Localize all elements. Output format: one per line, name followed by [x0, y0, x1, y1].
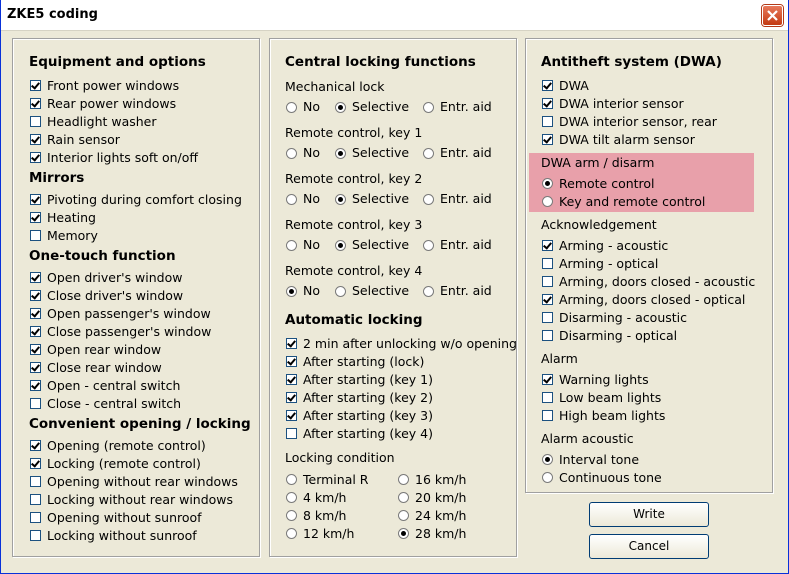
autolock-option-checkbox[interactable]: [286, 374, 297, 385]
ack-option-label: Arming - acoustic: [559, 238, 669, 253]
lockcond-radio[interactable]: [398, 474, 409, 485]
central-radio[interactable]: [286, 148, 297, 159]
central-radio-label: No: [303, 237, 320, 252]
central-radio[interactable]: [335, 194, 346, 205]
ack-option-label: Disarming - optical: [559, 328, 678, 343]
central-radio[interactable]: [286, 240, 297, 251]
onetouch-option-label: Close passenger's window: [47, 324, 212, 339]
autolock-option-checkbox[interactable]: [286, 410, 297, 421]
central-radio-label: Selective: [352, 99, 410, 114]
onetouch-option-checkbox[interactable]: [30, 380, 41, 391]
onetouch-option-checkbox[interactable]: [30, 344, 41, 355]
central-radio[interactable]: [423, 240, 434, 251]
autolock-option-checkbox[interactable]: [286, 356, 297, 367]
onetouch-option-label: Close rear window: [47, 360, 162, 375]
central-radio[interactable]: [423, 194, 434, 205]
mirrors-option-checkbox[interactable]: [30, 194, 41, 205]
alarmacoustic-radio[interactable]: [542, 472, 553, 483]
ack-option-checkbox[interactable]: [542, 258, 553, 269]
arm-radio[interactable]: [542, 196, 553, 207]
dwa-option-label: DWA tilt alarm sensor: [559, 132, 695, 147]
lockcond-radio[interactable]: [398, 528, 409, 539]
dwa-option-checkbox[interactable]: [542, 134, 553, 145]
mirrors-option-checkbox[interactable]: [30, 230, 41, 241]
mirrors-option-label: Heating: [47, 210, 96, 225]
mirrors-option-checkbox[interactable]: [30, 212, 41, 223]
mirrors-option-label: Pivoting during comfort closing: [47, 192, 242, 207]
ack-option-checkbox[interactable]: [542, 312, 553, 323]
cancel-button[interactable]: Cancel: [589, 534, 709, 559]
lockcond-option-label: 12 km/h: [303, 526, 355, 541]
central-radio-label: Selective: [352, 191, 410, 206]
central-radio[interactable]: [335, 240, 346, 251]
autolock-option-label: 2 min after unlocking w/o opening: [303, 336, 517, 351]
arm-label: DWA arm / disarm: [541, 155, 655, 170]
write-button[interactable]: Write: [589, 502, 709, 527]
dwa-option-checkbox[interactable]: [542, 80, 553, 91]
central-radio[interactable]: [423, 148, 434, 159]
alarm-option-checkbox[interactable]: [542, 410, 553, 421]
onetouch-option-checkbox[interactable]: [30, 290, 41, 301]
autolock-option-checkbox[interactable]: [286, 392, 297, 403]
equipment-header: Equipment and options: [29, 54, 206, 70]
convenient-option-label: Locking (remote control): [47, 456, 201, 471]
onetouch-header: One-touch function: [29, 248, 176, 264]
autolock-option-checkbox[interactable]: [286, 338, 297, 349]
onetouch-option-label: Open - central switch: [47, 378, 181, 393]
onetouch-option-label: Close - central switch: [47, 396, 182, 411]
close-button[interactable]: [762, 5, 783, 26]
lockcond-option-label: 28 km/h: [415, 526, 467, 541]
dwa-option-checkbox[interactable]: [542, 116, 553, 127]
autolock-header: Automatic locking: [285, 312, 423, 328]
equipment-option-label: Headlight washer: [47, 114, 157, 129]
central-radio-label: No: [303, 191, 320, 206]
title-bar: [1, 0, 788, 31]
onetouch-option-checkbox[interactable]: [30, 308, 41, 319]
dwa-option-label: DWA interior sensor: [559, 96, 684, 111]
autolock-option-label: After starting (key 4): [303, 426, 433, 441]
central-radio-label: No: [303, 283, 320, 298]
convenient-header: Convenient opening / locking: [29, 416, 251, 432]
ack-option-label: Disarming - acoustic: [559, 310, 688, 325]
lockcond-option-label: 20 km/h: [415, 490, 467, 505]
convenient-option-checkbox[interactable]: [30, 512, 41, 523]
arm-option-label: Remote control: [559, 176, 655, 191]
equipment-option-checkbox[interactable]: [30, 152, 41, 163]
convenient-option-label: Opening without rear windows: [47, 474, 238, 489]
lockcond-radio[interactable]: [286, 492, 297, 503]
alarmacoustic-option-label: Interval tone: [559, 452, 640, 467]
central-radio-label: Entr. aid: [440, 191, 492, 206]
onetouch-option-checkbox[interactable]: [30, 272, 41, 283]
central-radio[interactable]: [335, 286, 346, 297]
central-radio[interactable]: [335, 148, 346, 159]
onetouch-option-label: Open passenger's window: [47, 306, 211, 321]
dwa-header: Antitheft system (DWA): [541, 54, 722, 70]
alarm-option-label: Warning lights: [559, 372, 649, 387]
lockcond-option-label: 16 km/h: [415, 472, 467, 487]
mirrors-option-label: Memory: [47, 228, 98, 243]
lockcond-option-label: 8 km/h: [303, 508, 347, 523]
alarm-label: Alarm: [541, 351, 578, 366]
onetouch-option-label: Close driver's window: [47, 288, 184, 303]
central-radio-label: Entr. aid: [440, 145, 492, 160]
onetouch-option-label: Open rear window: [47, 342, 162, 357]
convenient-option-label: Locking without rear windows: [47, 492, 234, 507]
convenient-option-checkbox[interactable]: [30, 476, 41, 487]
central-radio-label: No: [303, 145, 320, 160]
convenient-option-checkbox[interactable]: [30, 530, 41, 541]
equipment-option-checkbox[interactable]: [30, 134, 41, 145]
central-radio-label: Entr. aid: [440, 283, 492, 298]
equipment-option-label: Rain sensor: [47, 132, 120, 147]
lockcond-radio[interactable]: [286, 528, 297, 539]
central-radio-label: Entr. aid: [440, 237, 492, 252]
arm-option-label: Key and remote control: [559, 194, 706, 209]
ack-label: Acknowledgement: [541, 217, 657, 232]
equipment-option-checkbox[interactable]: [30, 116, 41, 127]
central-radio-label: Entr. aid: [440, 99, 492, 114]
ack-option-checkbox[interactable]: [542, 294, 553, 305]
central-radio[interactable]: [423, 286, 434, 297]
central-header: Central locking functions: [285, 54, 476, 70]
lockcond-label: Locking condition: [285, 450, 395, 465]
ack-option-label: Arming, doors closed - acoustic: [559, 274, 756, 289]
mirrors-header: Mirrors: [29, 170, 85, 186]
central-group-label: Remote control, key 3: [285, 217, 423, 232]
autolock-option-label: After starting (lock): [303, 354, 425, 369]
central-radio[interactable]: [423, 102, 434, 113]
lockcond-radio[interactable]: [398, 510, 409, 521]
close-icon: [767, 10, 778, 21]
dwa-option-label: DWA interior sensor, rear: [559, 114, 717, 129]
equipment-option-checkbox[interactable]: [30, 80, 41, 91]
autolock-option-label: After starting (key 2): [303, 390, 433, 405]
convenient-option-checkbox[interactable]: [30, 440, 41, 451]
convenient-option-label: Locking without sunroof: [47, 528, 197, 543]
central-radio-label: Selective: [352, 237, 410, 252]
ack-option-checkbox[interactable]: [542, 276, 553, 287]
alarmacoustic-radio[interactable]: [542, 454, 553, 465]
central-radio-label: No: [303, 99, 320, 114]
convenient-option-label: Opening (remote control): [47, 438, 206, 453]
lockcond-option-label: 4 km/h: [303, 490, 347, 505]
dwa-option-checkbox[interactable]: [542, 98, 553, 109]
ack-option-checkbox[interactable]: [542, 330, 553, 341]
equipment-option-label: Front power windows: [47, 78, 180, 93]
window-title: ZKE5 coding: [7, 7, 98, 22]
onetouch-option-checkbox[interactable]: [30, 398, 41, 409]
onetouch-option-checkbox[interactable]: [30, 362, 41, 373]
arm-radio[interactable]: [542, 178, 553, 189]
convenient-option-checkbox[interactable]: [30, 458, 41, 469]
alarmacoustic-option-label: Continuous tone: [559, 470, 662, 485]
lockcond-option-label: 24 km/h: [415, 508, 467, 523]
central-radio-label: Selective: [352, 283, 410, 298]
central-group-label: Mechanical lock: [285, 79, 385, 94]
ack-option-label: Arming - optical: [559, 256, 659, 271]
onetouch-option-label: Open driver's window: [47, 270, 183, 285]
alarmacoustic-label: Alarm acoustic: [541, 431, 634, 446]
central-radio[interactable]: [286, 286, 297, 297]
central-group-label: Remote control, key 4: [285, 263, 423, 278]
alarm-option-checkbox[interactable]: [542, 374, 553, 385]
lockcond-radio[interactable]: [286, 474, 297, 485]
ack-option-checkbox[interactable]: [542, 240, 553, 251]
autolock-option-label: After starting (key 1): [303, 372, 433, 387]
alarm-option-label: Low beam lights: [559, 390, 662, 405]
lockcond-radio[interactable]: [286, 510, 297, 521]
dwa-option-label: DWA: [559, 78, 589, 93]
central-group-label: Remote control, key 1: [285, 125, 423, 140]
central-radio[interactable]: [286, 194, 297, 205]
autolock-option-checkbox[interactable]: [286, 428, 297, 439]
onetouch-option-checkbox[interactable]: [30, 326, 41, 337]
convenient-option-checkbox[interactable]: [30, 494, 41, 505]
alarm-option-label: High beam lights: [559, 408, 666, 423]
equipment-option-label: Rear power windows: [47, 96, 177, 111]
lockcond-radio[interactable]: [398, 492, 409, 503]
central-radio-label: Selective: [352, 145, 410, 160]
convenient-option-label: Opening without sunroof: [47, 510, 202, 525]
autolock-option-label: After starting (key 3): [303, 408, 433, 423]
equipment-option-label: Interior lights soft on/off: [47, 150, 199, 165]
central-group-label: Remote control, key 2: [285, 171, 423, 186]
alarm-option-checkbox[interactable]: [542, 392, 553, 403]
lockcond-option-label: Terminal R: [303, 472, 369, 487]
central-radio[interactable]: [286, 102, 297, 113]
equipment-option-checkbox[interactable]: [30, 98, 41, 109]
ack-option-label: Arming, doors closed - optical: [559, 292, 746, 307]
central-radio[interactable]: [335, 102, 346, 113]
